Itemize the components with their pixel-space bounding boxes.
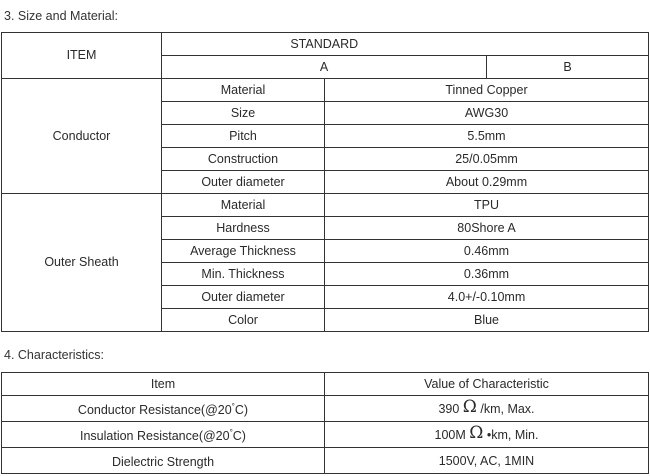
row-label: Outer diameter — [162, 286, 325, 309]
section-3-title: 3. Size and Material: — [4, 9, 118, 23]
row-label: Outer diameter — [162, 171, 325, 194]
row-value: About 0.29mm — [325, 171, 649, 194]
standard-header-cell — [487, 33, 649, 56]
table-row — [2, 422, 649, 448]
section-4-title: 4. Characteristics: — [4, 348, 105, 362]
char-value: 100M Ω •km, Min. — [325, 422, 649, 448]
group-name-conductor: Conductor — [2, 79, 162, 194]
char-value: 1500V, AC, 1MIN — [325, 448, 649, 474]
degree-sign: ° — [229, 428, 233, 437]
table-row — [2, 396, 649, 422]
row-value: 4.0+/-0.10mm — [325, 286, 649, 309]
char-value: 390 Ω /km, Max. — [325, 396, 649, 422]
header-item: Item — [2, 373, 325, 396]
table-row — [2, 448, 649, 474]
row-label: Size — [162, 102, 325, 125]
item-header: ITEM — [2, 33, 162, 79]
char-label: Insulation Resistance(@20°C) — [2, 422, 325, 448]
row-value: 80Shore A — [325, 217, 649, 240]
row-label: Min. Thickness — [162, 263, 325, 286]
col-a-header: A — [162, 56, 487, 79]
header-value: Value of Characteristic — [325, 373, 649, 396]
row-label: Material — [162, 79, 325, 102]
row-label: Construction — [162, 148, 325, 171]
row-label: Average Thickness — [162, 240, 325, 263]
row-label: Hardness — [162, 217, 325, 240]
char-label: Conductor Resistance(@20°C) — [2, 396, 325, 422]
row-value: AWG30 — [325, 102, 649, 125]
row-label: Pitch — [162, 125, 325, 148]
row-value: 25/0.05mm — [325, 148, 649, 171]
group-name-outer-sheath: Outer Sheath — [2, 194, 162, 332]
row-value: TPU — [325, 194, 649, 217]
row-value: Tinned Copper — [325, 79, 649, 102]
row-value: 0.36mm — [325, 263, 649, 286]
char-label: Dielectric Strength — [2, 448, 325, 474]
omega-symbol: Ω — [462, 397, 477, 417]
row-label: Material — [162, 194, 325, 217]
row-value: 5.5mm — [325, 125, 649, 148]
row-label: Color — [162, 309, 325, 332]
col-b-header: B — [487, 56, 649, 79]
degree-sign: ° — [231, 402, 235, 411]
row-value: Blue — [325, 309, 649, 332]
size-material-table — [1, 32, 649, 332]
characteristics-table — [1, 372, 649, 474]
row-value: 0.46mm — [325, 240, 649, 263]
standard-header: STANDARD — [162, 33, 487, 56]
omega-symbol: Ω — [469, 423, 484, 443]
